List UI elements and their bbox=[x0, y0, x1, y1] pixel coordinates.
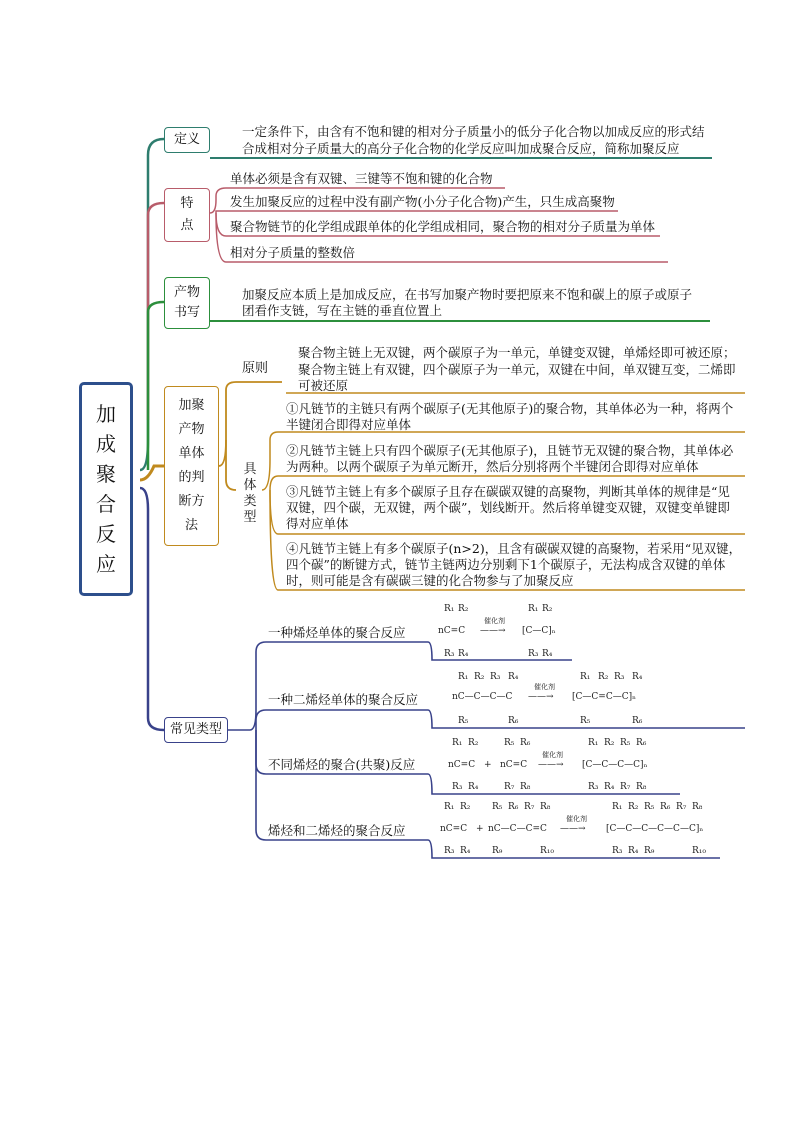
equation-4 bbox=[440, 800, 730, 858]
eq-subst: R₂ bbox=[474, 672, 485, 682]
eq-plus: + bbox=[476, 824, 484, 834]
type-1-line-2: 半键闭合即得对应单体 bbox=[286, 417, 412, 432]
product-node bbox=[164, 277, 210, 329]
features-label: 特 bbox=[180, 196, 194, 211]
eq-subst: R₁ bbox=[444, 802, 455, 812]
eq-subst: R₇ bbox=[504, 782, 515, 792]
eq-subst: R₆ bbox=[632, 716, 643, 726]
eq-subst: R₈ bbox=[636, 782, 647, 792]
features-node bbox=[164, 188, 210, 242]
type-3-line-2: 双键，四个碳，无双键，两个碳”，划线断开。然后将单键变双键，双键变单键即 bbox=[286, 500, 730, 515]
eq-subst: R₉ bbox=[644, 846, 655, 856]
eq-catalyst: 催化剂 bbox=[484, 617, 505, 625]
eq-subst: R₇ bbox=[620, 782, 631, 792]
common-item-3: 不同烯烃的聚合(共聚)反应 bbox=[268, 757, 416, 772]
eq-subst: R₆ bbox=[520, 738, 531, 748]
eq-subst: R₅ bbox=[644, 802, 655, 812]
eq-subst: R₃ bbox=[490, 672, 501, 682]
equation-2 bbox=[452, 670, 692, 728]
eq-subst: R₁ bbox=[452, 738, 463, 748]
eq-subst: R₁ bbox=[612, 802, 623, 812]
eq-subst: R₁ bbox=[458, 672, 469, 682]
reaction-arrow-icon: ——→ bbox=[538, 760, 564, 770]
judge-label: 断方 bbox=[178, 494, 205, 509]
root-topic bbox=[79, 382, 133, 596]
features-item-4: 相对分子质量的整数倍 bbox=[230, 245, 356, 260]
eq-left: nC—C—C—C bbox=[452, 692, 513, 702]
features-item-2: 发生加聚反应的过程中没有副产物(小分子化合物)产生，只生成高聚物 bbox=[230, 194, 615, 209]
eq-subst: R₁ bbox=[444, 604, 455, 614]
eq-subst: R₃ bbox=[452, 782, 463, 792]
eq-left: nC=C bbox=[448, 760, 476, 770]
eq-subst: R₅ bbox=[492, 802, 503, 812]
definition-line-2: 合成相对分子质量大的高分子化合物的化学反应叫加成聚合反应，简称加聚反应 bbox=[242, 141, 680, 156]
eq-subst: R₆ bbox=[636, 738, 647, 748]
judge-label: 加聚 bbox=[178, 398, 205, 413]
eq-left: nC=C bbox=[440, 824, 468, 834]
eq-subst: R₄ bbox=[460, 846, 471, 856]
eq-subst: R₃ bbox=[444, 846, 455, 856]
eq-subst: R₂ bbox=[460, 802, 471, 812]
eq-catalyst: 催化剂 bbox=[566, 815, 587, 823]
type-2-line-2: 为两种。以两个碳原子为单元断开，然后分别将两个半键闭合即得对应单体 bbox=[286, 459, 699, 474]
eq-subst: R₃ bbox=[528, 649, 539, 659]
eq-subst: R₉ bbox=[492, 846, 503, 856]
eq-subst: R₄ bbox=[468, 782, 479, 792]
definition-node bbox=[164, 127, 210, 153]
eq-subst: R₄ bbox=[508, 672, 519, 682]
eq-subst: R₁₀ bbox=[540, 846, 554, 856]
eq-subst: R₇ bbox=[676, 802, 687, 812]
judge-label: 的判 bbox=[178, 470, 205, 485]
judge-label: 法 bbox=[184, 518, 198, 533]
eq-right: [C—C]ₙ bbox=[522, 626, 556, 636]
features-item-1: 单体必须是含有双键、三键等不饱和键的化合物 bbox=[230, 171, 493, 186]
eq-subst: R₇ bbox=[524, 802, 535, 812]
eq-subst: R₈ bbox=[540, 802, 551, 812]
judge-node bbox=[164, 386, 219, 546]
definition-line-1: 一定条件下，由含有不饱和键的相对分子质量小的低分子化合物以加成反应的形式结 bbox=[242, 124, 705, 139]
common-item-2: 一种二烯烃单体的聚合反应 bbox=[268, 692, 419, 707]
type-2-line-1: ②凡链节主链上只有四个碳原子(无其他原子)，且链节无双键的聚合物，其单体必 bbox=[286, 443, 734, 458]
product-label: 产物 bbox=[173, 285, 200, 300]
root-char: 加 bbox=[96, 402, 116, 426]
type-3-line-1: ③凡链节主链上有多个碳原子且存在碳碳双键的高聚物，判断其单体的规律是“见 bbox=[286, 484, 730, 499]
principle-line-3: 可被还原 bbox=[298, 378, 349, 393]
root-char: 聚 bbox=[96, 462, 116, 486]
eq-subst: R₄ bbox=[604, 782, 615, 792]
eq-subst: R₃ bbox=[612, 846, 623, 856]
eq-subst: R₁ bbox=[588, 738, 599, 748]
eq-subst: R₄ bbox=[628, 846, 639, 856]
principle-label: 原则 bbox=[242, 361, 269, 376]
eq-subst: R₃ bbox=[444, 649, 455, 659]
types-label bbox=[240, 462, 260, 526]
eq-right: [C—C—C—C]ₙ bbox=[582, 760, 648, 770]
reaction-arrow-icon: ——→ bbox=[560, 824, 586, 834]
eq-left: nC=C bbox=[500, 760, 528, 770]
eq-catalyst: 催化剂 bbox=[542, 751, 563, 759]
eq-subst: R₂ bbox=[542, 604, 553, 614]
eq-subst: R₅ bbox=[580, 716, 591, 726]
eq-subst: R₁₀ bbox=[692, 846, 706, 856]
eq-subst: R₂ bbox=[598, 672, 609, 682]
eq-subst: R₁ bbox=[580, 672, 591, 682]
eq-subst: R₄ bbox=[458, 649, 469, 659]
type-4-line-1: ④凡链节主链上有多个碳原子(n>2)，且含有碳碳双键的高聚物，若采用“见双键， bbox=[286, 541, 742, 556]
eq-right: [C—C=C—C]ₙ bbox=[572, 692, 637, 702]
definition-label: 定义 bbox=[173, 132, 200, 147]
equation-3 bbox=[448, 736, 678, 794]
eq-subst: R₂ bbox=[628, 802, 639, 812]
root-char: 成 bbox=[96, 432, 116, 456]
judge-label: 单体 bbox=[178, 446, 205, 461]
type-3-line-3: 得对应单体 bbox=[286, 516, 349, 531]
eq-subst: R₂ bbox=[604, 738, 615, 748]
eq-subst: R₃ bbox=[614, 672, 625, 682]
reaction-arrow-icon: ——→ bbox=[480, 626, 506, 636]
features-item-3: 聚合物链节的化学组成跟单体的化学组成相同，聚合物的相对分子质量为单体 bbox=[230, 219, 656, 234]
types-label-char: 型 bbox=[243, 510, 257, 525]
features-label: 点 bbox=[180, 218, 194, 233]
eq-subst: R₃ bbox=[588, 782, 599, 792]
root-char: 应 bbox=[96, 552, 116, 576]
principle-line-2: 聚合物主链上有双键，四个碳原子为一单元，双键在中间，单双键互变，二烯即 bbox=[298, 362, 736, 377]
product-label: 书写 bbox=[173, 305, 200, 320]
judge-label: 产物 bbox=[178, 422, 205, 437]
type-1-line-1: ①凡链节的主链只有两个碳原子(无其他原子)的聚合物，其单体必为一种，将两个 bbox=[286, 401, 734, 416]
eq-subst: R₁ bbox=[528, 604, 539, 614]
product-line-1: 加聚反应本质上是加成反应，在书写加聚产物时要把原来不饱和碳上的原子或原子 bbox=[242, 287, 693, 302]
product-line-2: 团看作支链，写在主链的垂直位置上 bbox=[242, 303, 443, 318]
common-label: 常见类型 bbox=[169, 722, 222, 737]
eq-subst: R₂ bbox=[468, 738, 479, 748]
common-item-1: 一种烯烃单体的聚合反应 bbox=[268, 625, 406, 640]
eq-catalyst: 催化剂 bbox=[534, 683, 555, 691]
eq-subst: R₄ bbox=[542, 649, 553, 659]
eq-left: nC=C bbox=[438, 626, 466, 636]
type-4-line-2: 四个碳”的断键方式，链节主链两边分别剩下1个碳原子，无法构成含双键的单体 bbox=[286, 557, 726, 572]
common-item-4: 烯烃和二烯烃的聚合反应 bbox=[268, 823, 406, 838]
root-char: 合 bbox=[96, 492, 116, 516]
eq-subst: R₅ bbox=[458, 716, 469, 726]
eq-right: [C—C—C—C—C—C]ₙ bbox=[606, 824, 704, 834]
types-label-char: 类 bbox=[243, 494, 257, 509]
eq-subst: R₄ bbox=[632, 672, 643, 682]
eq-subst: R₆ bbox=[508, 802, 519, 812]
reaction-arrow-icon: ——→ bbox=[528, 692, 554, 702]
eq-subst: R₈ bbox=[520, 782, 531, 792]
types-label-char: 具 bbox=[243, 462, 257, 477]
eq-subst: R₅ bbox=[504, 738, 515, 748]
eq-subst: R₂ bbox=[458, 604, 469, 614]
eq-subst: R₈ bbox=[692, 802, 703, 812]
eq-subst: R₆ bbox=[660, 802, 671, 812]
root-char: 反 bbox=[96, 522, 116, 546]
eq-subst: R₅ bbox=[620, 738, 631, 748]
eq-subst: R₆ bbox=[508, 716, 519, 726]
common-node bbox=[164, 717, 228, 743]
eq-plus: + bbox=[484, 760, 492, 770]
principle-line-1: 聚合物主链上无双键，两个碳原子为一单元，单键变双键，单烯烃即可被还原； bbox=[298, 345, 736, 360]
type-4-line-3: 时，则可能是含有碳碳三键的化合物参与了加聚反应 bbox=[286, 573, 574, 588]
equation-1 bbox=[438, 602, 568, 660]
eq-left: nC—C—C=C bbox=[488, 824, 547, 834]
types-label-char: 体 bbox=[243, 478, 257, 493]
